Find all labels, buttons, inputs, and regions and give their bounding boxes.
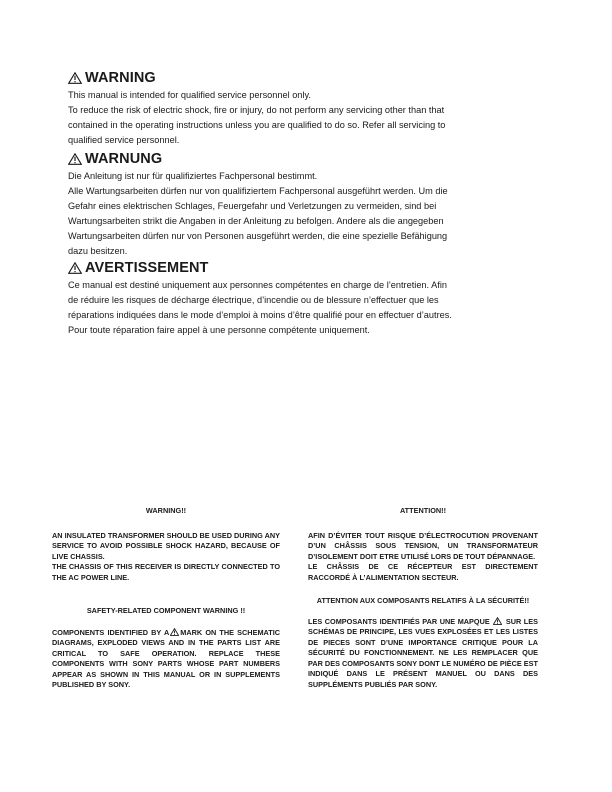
text-line: To reduce the risk of electric shock, fire or injury, do not perform any servicing other than that [68, 105, 445, 115]
text-line: Wartungsarbeiten strikt die Angaben in der Anleitung zu befolgen. Andere als die angegeben [68, 216, 444, 226]
warning-triangle-icon [493, 617, 502, 625]
notice-title: WARNING!! [145, 506, 187, 515]
text-line: réparations indiquées dans le mode d’emploi à moins d’être qualifié pour en effectuer d’autres. [68, 310, 452, 320]
notice-title: ATTENTION AUX COMPOSANTS RELATIFS À LA SÉCURITÉ!! [316, 596, 530, 605]
text-line: de réduire les risques de décharge électrique, d’incendie ou de blessure n’effectuer que les [68, 295, 439, 305]
warning-triangle-icon [170, 628, 179, 636]
warnung-title: WARNUNG [85, 151, 163, 167]
text-line: contained in the operating instructions unless you are qualified to do so. Refer all servicing to [68, 120, 446, 130]
text-line: qualified service personnel. [68, 135, 180, 145]
left-notice-column [52, 506, 280, 691]
notice-title: ATTENTION!! [399, 506, 447, 515]
warning-triangle-icon [68, 262, 82, 274]
text-line: dazu besitzen. [68, 246, 128, 256]
notice-text: AFIN D’ÉVITER TOUT RISQUE D’ÉLECTROCUTION PROVENANT D’UN CHÂSSIS SOUS TENSION, UN TRANSFORMATEUR D’ISOLEMENT DOIT ETRE UTILISÉ LORS DE TOUT DÉPANNAGE. [308, 530, 538, 561]
right-notice-column [308, 506, 538, 690]
avertissement-title: AVERTISSEMENT [85, 260, 209, 276]
warning-section-fr [68, 260, 550, 338]
text-line: Wartungsarbeiten dürfen nur von Personen ausgeführt werden, die eine spezielle Befähigung [68, 231, 448, 241]
warning-section-en [68, 70, 550, 148]
text-line: This manual is intended for qualified service personnel only. [68, 90, 311, 100]
notice-text: LE CHÂSSIS DE CE RÉCEPTEUR EST DIRECTEMENT RACCORDÉ À L’ALIMENTATION SECTEUR. [308, 562, 538, 582]
text-line: Ce manual est destiné uniquement aux personnes compétentes en charge de l’entretien. Afin [68, 280, 447, 290]
text-line: Pour toute réparation faire appel à une personne compétente uniquement. [68, 325, 370, 335]
text-line: Alle Wartungsarbeiten dürfen nur von qualifiziertem Fachpersonal ausgeführt werden. Um die [68, 186, 448, 196]
warning-triangle-icon [68, 153, 82, 165]
notice-title: SAFETY-RELATED COMPONENT WARNING !! [86, 606, 246, 615]
warning-section-de [68, 151, 550, 259]
notice-text: LES COMPOSANTS IDENTIFIÉS PAR UNE MAPQUE SUR LES SCHÉMAS DE PRINCIPE, LES VUES EXPLOSÉES ET LES LISTES DE PIECES SONT D’UNE IMPORTANCE CRITIQUE POUR LA SÉCURITÉ DU FONCTIONNEMENT. NE LES REMPLACER QUE PAR DES COMPOSANTS SONY DONT LE NUMÉRO DE PIÈCE EST INDIQUÉ DANS LE PRÉSENT MANUEL OU DANS DES SUPPLÉMENTS PUBLIÉS PAR SONY. [308, 616, 538, 689]
text-line: Die Anleitung ist nur für qualifiziertes Fachpersonal bestimmt. [68, 171, 318, 181]
warning-title: WARNING [85, 70, 156, 86]
warning-heading-fr [68, 260, 550, 276]
notice-text: COMPONENTS IDENTIFIED BY A MARK ON THE SCHEMATIC DIAGRAMS, EXPLODED VIEWS AND IN THE PARTS LIST ARE CRITICAL TO SAFE OPERATION. REPLACE THESE COMPONENTS WITH SONY PARTS WHOSE PART NUMBERS APPEAR AS SHOWN IN THIS MANUAL OR IN SUPPLEMENTS PUBLISHED BY SONY. [52, 627, 281, 689]
warning-heading-en [68, 70, 550, 86]
notice-text: THE CHASSIS OF THIS RECEIVER IS DIRECTLY CONNECTED TO THE AC POWER LINE. [52, 562, 280, 582]
warning-heading-de [68, 151, 550, 167]
notice-text: AN INSULATED TRANSFORMER SHOULD BE USED DURING ANY SERVICE TO AVOID POSSIBLE SHOCK HAZARD, BECAUSE OF LIVE CHASSIS. [52, 530, 280, 561]
warning-triangle-icon [68, 72, 82, 84]
text-line: Gefahr eines elektrischen Schlages, Feuergefahr und Verletzungen zu vermeiden, sind bei [68, 201, 437, 211]
